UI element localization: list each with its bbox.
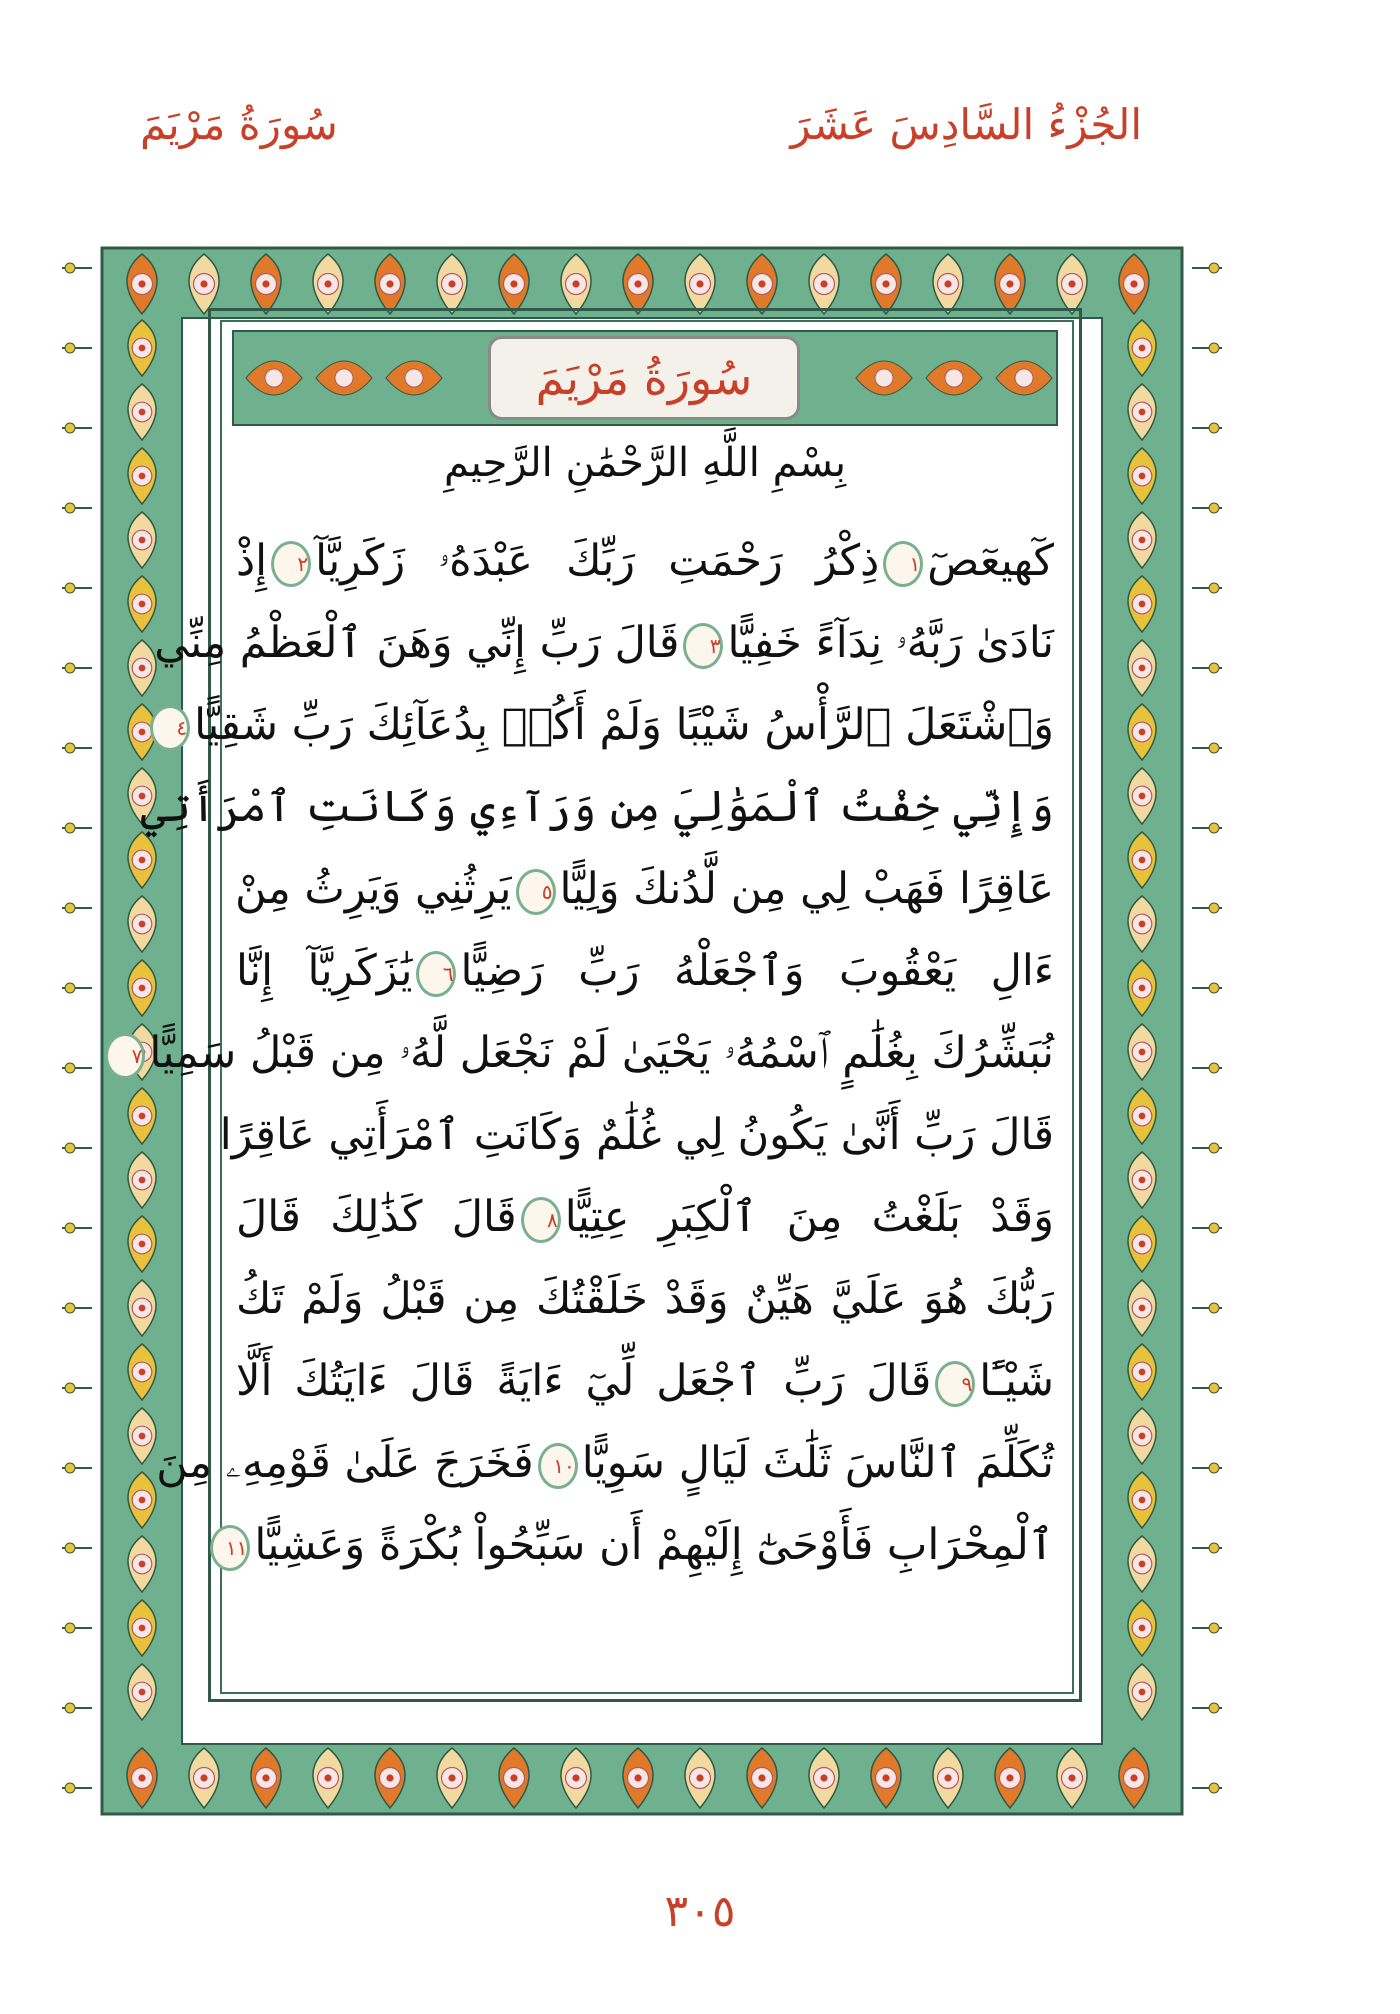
verse-line (225, 1504, 1054, 1586)
motif-center (139, 601, 146, 608)
ayah-number-marker: ٩ (935, 1361, 975, 1407)
edge-tick-dot (65, 743, 75, 753)
motif-center (1006, 1774, 1013, 1781)
verse-text: وَٱشْتَعَلَ ٱلرَّأْسُ شَيْبًا وَلَمْ أَكُنۢ بِدُعَآئِكَ رَبِّ شَقِيًّا (194, 700, 1054, 750)
motif-center (1068, 1774, 1075, 1781)
motif-center (139, 1369, 146, 1376)
motif-center (1139, 1689, 1146, 1696)
motif-center (1139, 985, 1146, 992)
motif-center (1068, 280, 1075, 287)
motif-center (139, 729, 146, 736)
banner-motif (856, 361, 912, 395)
banner-motif-flower (945, 369, 963, 387)
motif-center (634, 280, 641, 287)
motif-center (1139, 665, 1146, 672)
edge-tick-dot (65, 423, 75, 433)
page-number: ٣٠٥ (664, 1886, 736, 1937)
motif-center (139, 1113, 146, 1120)
motif-center (262, 1774, 269, 1781)
motif-center (386, 1774, 393, 1781)
motif-center (448, 1774, 455, 1781)
edge-tick-dot (1209, 1623, 1219, 1633)
verse-text: رَبُّكَ هُوَ عَلَيَّ هَيِّنٌ وَقَدْ خَلَقْتُكَ مِن قَبْلُ وَلَمْ تَكُ (236, 1274, 1054, 1324)
motif-center (572, 1774, 579, 1781)
edge-tick-dot (1209, 1543, 1219, 1553)
verse-line (236, 930, 1054, 1012)
motif-center (1139, 345, 1146, 352)
motif-center (1139, 1561, 1146, 1568)
edge-tick-dot (1209, 983, 1219, 993)
verse-text: قَالَ رَبِّ إِنِّي وَهَنَ ٱلْعَظْمُ مِنِّي (154, 618, 680, 668)
edge-tick-dot (1209, 1143, 1219, 1153)
ayah-number-marker: ٣ (683, 623, 723, 669)
edge-tick-dot (65, 823, 75, 833)
motif-center (139, 345, 146, 352)
motif-center (1139, 1113, 1146, 1120)
verse-text: فَخَرَجَ عَلَىٰ قَوْمِهِۦ مِنَ (156, 1438, 534, 1488)
edge-tick-dot (1209, 503, 1219, 513)
basmala: بِسْمِ اللَّهِ الرَّحْمَٰنِ الرَّحِيمِ (443, 440, 847, 486)
edge-tick-dot (65, 1063, 75, 1073)
banner-motif-flower (265, 369, 283, 387)
edge-tick-dot (65, 583, 75, 593)
ayah-number-marker: ١٠ (538, 1443, 578, 1489)
verse-text: يَرِثُنِي وَيَرِثُ مِنْ (235, 864, 512, 914)
verse-line (154, 602, 1054, 684)
edge-tick-dot (65, 1383, 75, 1393)
motif-center (139, 985, 146, 992)
banner-motif (246, 361, 302, 395)
motif-center (138, 280, 145, 287)
motif-center (139, 1305, 146, 1312)
edge-tick-dot (1209, 583, 1219, 593)
motif-center (1139, 1305, 1146, 1312)
verse-lines (131, 520, 1054, 1586)
banner-motif (386, 361, 442, 395)
verse-text: كٓهيعٓصٓ (927, 536, 1054, 586)
motif-center (200, 1774, 207, 1781)
edge-tick-dot (1209, 1303, 1219, 1313)
motif-center (139, 409, 146, 416)
motif-center (139, 857, 146, 864)
edge-tick-dot (1209, 343, 1219, 353)
edge-tick-dot (65, 1543, 75, 1553)
verse-line (236, 520, 1054, 602)
ayah-number-marker: ٤ (150, 705, 190, 751)
motif-center (1139, 921, 1146, 928)
motif-center (758, 1774, 765, 1781)
edge-tick-dot (1209, 663, 1219, 673)
edge-tick-dot (65, 663, 75, 673)
banner-motif-flower (405, 369, 423, 387)
motif-center (1139, 1241, 1146, 1248)
motif-center (820, 280, 827, 287)
juz-header: الجُزْءُ السَّادِسَ عَشَرَ (790, 100, 1142, 149)
motif-center (696, 280, 703, 287)
motif-center (1139, 537, 1146, 544)
edge-tick-dot (65, 263, 75, 273)
motif-center (139, 1561, 146, 1568)
motif-center (139, 1177, 146, 1184)
ayah-number-marker: ١١ (210, 1525, 250, 1571)
banner-motif-flower (335, 369, 353, 387)
verse-line (236, 1176, 1054, 1258)
edge-tick-dot (1209, 1383, 1219, 1393)
banner-motif (926, 361, 982, 395)
edge-tick-dot (1209, 1223, 1219, 1233)
edge-tick-dot (1209, 1703, 1219, 1713)
ayah-number-marker: ٦ (416, 951, 456, 997)
motif-center (139, 537, 146, 544)
motif-center (820, 1774, 827, 1781)
motif-center (1006, 280, 1013, 287)
edge-tick-dot (1209, 423, 1219, 433)
motif-center (572, 280, 579, 287)
motif-center (1139, 1369, 1146, 1376)
edge-tick-dot (65, 1703, 75, 1713)
motif-center (324, 280, 331, 287)
verse-text: ٱلْمِحْرَابِ فَأَوْحَىٰٓ إِلَيْهِمْ أَن سَبِّحُواْ بُكْرَةً وَعَشِيًّا (254, 1520, 1054, 1570)
verse-text: قَالَ كَذَٰلِكَ قَالَ (236, 1192, 517, 1242)
motif-center (1139, 1497, 1146, 1504)
motif-center (696, 1774, 703, 1781)
ayah-number-marker: ٧ (105, 1033, 145, 1079)
edge-tick-dot (65, 1223, 75, 1233)
surah-header: سُورَةُ مَرْيَمَ (140, 100, 338, 149)
edge-tick-dot (1209, 903, 1219, 913)
motif-center (1139, 1433, 1146, 1440)
motif-center (882, 1774, 889, 1781)
edge-tick-dot (65, 1623, 75, 1633)
motif-center (139, 1689, 146, 1696)
motif-center (139, 1625, 146, 1632)
ayah-number-marker: ١ (883, 541, 923, 587)
motif-center (758, 280, 765, 287)
motif-center (510, 280, 517, 287)
motif-center (1139, 473, 1146, 480)
edge-tick-dot (65, 343, 75, 353)
banner-motif-flower (875, 369, 893, 387)
motif-center (944, 1774, 951, 1781)
verse-text: قَالَ رَبِّ ٱجْعَل لِّيٓ ءَايَةً قَالَ ءَايَتُكَ أَلَّا (236, 1356, 932, 1406)
verse-text: شَيْـًٔا (979, 1356, 1054, 1406)
surah-title-plate (488, 336, 800, 420)
motif-center (944, 280, 951, 287)
motif-center (1139, 793, 1146, 800)
motif-center (1139, 1177, 1146, 1184)
motif-center (139, 921, 146, 928)
motif-center (1139, 857, 1146, 864)
edge-tick-dot (1209, 1783, 1219, 1793)
edge-tick-dot (65, 983, 75, 993)
motif-center (1139, 409, 1146, 416)
edge-tick-dot (65, 503, 75, 513)
banner-motif (996, 361, 1052, 395)
motif-center (448, 280, 455, 287)
motif-center (139, 473, 146, 480)
verse-text: نَادَىٰ رَبَّهُۥ نِدَآءً خَفِيًّا (727, 618, 1054, 668)
ayah-number-marker: ٥ (516, 869, 556, 915)
motif-center (139, 665, 146, 672)
verse-text: يَٰزَكَرِيَّآ إِنَّا (236, 946, 413, 996)
verse-line (236, 1340, 1054, 1422)
verse-text: إِذْ (236, 536, 268, 586)
ayah-number-marker: ٨ (521, 1197, 561, 1243)
verse-text: عَاقِرًا فَهَبْ لِي مِن لَّدُنكَ وَلِيًّا (559, 864, 1054, 914)
motif-center (139, 1433, 146, 1440)
edge-tick-dot (1209, 1063, 1219, 1073)
edge-tick-dot (1209, 823, 1219, 833)
surah-title: سُورَةُ مَرْيَمَ (535, 351, 753, 405)
verse-line (176, 684, 1054, 766)
banner-motif-flower (1015, 369, 1033, 387)
verse-line (131, 1012, 1054, 1094)
motif-center (1139, 601, 1146, 608)
verse-line (140, 766, 1054, 848)
verse-text: وَقَدْ بَلَغْتُ مِنَ ٱلْكِبَرِ عِتِيًّا (564, 1192, 1054, 1242)
edge-tick-dot (1209, 1463, 1219, 1473)
motif-center (324, 1774, 331, 1781)
verse-text: نُبَشِّرُكَ بِغُلَٰمٍ ٱسْمُهُۥ يَحْيَىٰ لَمْ نَجْعَل لَّهُۥ مِن قَبْلُ سَمِيًّا (149, 1028, 1054, 1078)
motif-center (262, 280, 269, 287)
motif-center (1139, 729, 1146, 736)
edge-tick-dot (65, 1303, 75, 1313)
edge-tick-dot (65, 1463, 75, 1473)
edge-tick-dot (65, 1783, 75, 1793)
motif-center (1130, 1774, 1137, 1781)
ayah-number-marker: ٢ (271, 541, 311, 587)
motif-center (634, 1774, 641, 1781)
motif-center (1139, 1049, 1146, 1056)
verse-text: وَإِنِّي خِفْتُ ٱلْمَوَٰلِيَ مِن وَرَآءِي وَكَانَتِ ٱمْرَأَتِي (140, 782, 1054, 832)
motif-center (510, 1774, 517, 1781)
verse-line (236, 848, 1054, 930)
edge-tick-dot (1209, 263, 1219, 273)
motif-center (139, 1497, 146, 1504)
motif-center (138, 1774, 145, 1781)
motif-center (200, 280, 207, 287)
verse-line (236, 1258, 1054, 1340)
verse-line (219, 1094, 1054, 1176)
banner-motif (316, 361, 372, 395)
motif-center (139, 1241, 146, 1248)
verse-text: ءَالِ يَعْقُوبَ وَٱجْعَلْهُ رَبِّ رَضِيًّا (460, 946, 1054, 996)
verse-text: ذِكْرُ رَحْمَتِ رَبِّكَ عَبْدَهُۥ زَكَرِيَّآ (315, 536, 880, 586)
edge-tick-dot (65, 903, 75, 913)
edge-tick-dot (65, 1143, 75, 1153)
motif-center (1130, 280, 1137, 287)
verse-text: قَالَ رَبِّ أَنَّىٰ يَكُونُ لِي غُلَٰمٌ وَكَانَتِ ٱمْرَأَتِي عَاقِرًا (219, 1110, 1054, 1160)
verse-line (156, 1422, 1054, 1504)
motif-center (1139, 1625, 1146, 1632)
motif-center (882, 280, 889, 287)
edge-tick-dot (1209, 743, 1219, 753)
motif-center (386, 280, 393, 287)
verse-text: تُكَلِّمَ ٱلنَّاسَ ثَلَٰثَ لَيَالٍ سَوِيًّا (581, 1438, 1054, 1488)
